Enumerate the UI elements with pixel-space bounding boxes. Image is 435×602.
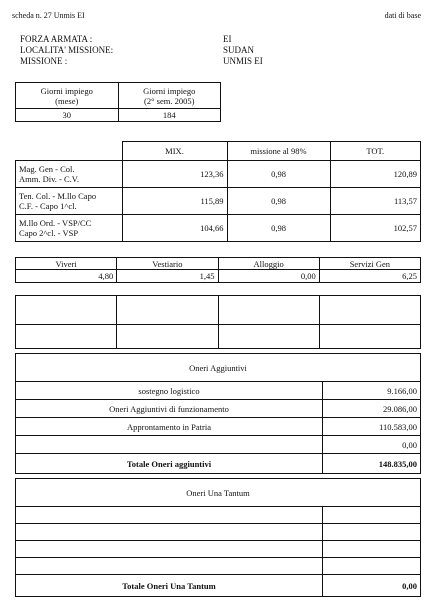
costs-value-vestiario: 1,45 [117,270,218,283]
oneri-row-value: 110.583,00 [323,418,421,436]
costs-value-viveri: 4,80 [16,270,117,283]
tantum-empty-cell [323,507,421,524]
rates-header-tot: TOT. [330,142,421,161]
oneri-total-value: 148.835,00 [323,454,421,474]
giorni-value-semestre: 184 [118,109,221,122]
rates-header-pct: missione al 98% [227,142,330,161]
info-label-forza: FORZA ARMATA : [20,34,93,44]
rates-row-label: Mag. Gen - Col. Amm. Div. - C.V. [16,161,123,188]
sheet-number: scheda n. 27 Unmis EI [12,11,85,20]
empty-cell [319,325,420,349]
oneri-row-value: 0,00 [323,436,421,454]
oneri-row-label [16,436,323,454]
rates-row-mix: 123,36 [122,161,227,188]
costs-value-alloggio: 0,00 [218,270,319,283]
empty-cell [117,325,218,349]
rates-row-pct: 0,98 [227,215,330,242]
costs-header-vestiario: Vestiario [117,258,218,270]
giorni-value-mese: 30 [16,109,119,122]
costs-value-servizi: 6,25 [319,270,420,283]
empty-cell [218,296,319,325]
info-value-localita: SUDAN [223,45,255,55]
rates-row-mix: 115,89 [122,188,227,215]
costs-header-viveri: Viveri [16,258,117,270]
rates-row-mix: 104,66 [122,215,227,242]
tantum-empty-cell [323,541,421,558]
empty-cell [16,296,117,325]
tantum-empty-cell [16,507,323,524]
rates-row-label: Ten. Col. - M.llo Capo C.F. - Capo 1^cl. [16,188,123,215]
tantum-title: Oneri Una Tantum [16,479,421,507]
tantum-total-label: Totale Oneri Una Tantum [16,575,323,597]
tantum-empty-cell [16,541,323,558]
info-label-missione: MISSIONE : [20,56,68,66]
oneri-row-label: sostegno logistico [16,382,323,400]
oneri-aggiuntivi-table [15,353,421,474]
oneri-title: Oneri Aggiuntivi [16,354,421,382]
tantum-empty-cell [323,524,421,541]
sheet-type: dati di base [384,11,421,20]
tantum-empty-cell [16,558,323,575]
empty-cell [16,325,117,349]
tantum-empty-cell [323,558,421,575]
rates-row-label: M.llo Ord. - VSP/CC Capo 2^cl. - VSP [16,215,123,242]
rates-row-pct: 0,98 [227,188,330,215]
empty-grid-table [15,295,421,349]
costs-header-alloggio: Alloggio [218,258,319,270]
rates-header-mix: MIX. [122,142,227,161]
oneri-row-value: 9.166,00 [323,382,421,400]
giorni-header-mese: Giorni impiego (mese) [16,83,119,109]
rates-corner [16,142,123,161]
rates-row-tot: 102,57 [330,215,421,242]
oneri-tantum-table [15,478,421,597]
rates-row-tot: 120,89 [330,161,421,188]
tantum-empty-cell [16,524,323,541]
oneri-row-value: 29.086,00 [323,400,421,418]
rates-row-tot: 113,57 [330,188,421,215]
tantum-total-value: 0,00 [323,575,421,597]
costs-header-servizi: Servizi Gen [319,258,420,270]
giorni-header-semestre: Giorni impiego (2° sem. 2005) [118,83,221,109]
rates-row-pct: 0,98 [227,161,330,188]
rates-table [15,141,421,242]
giorni-table [15,82,221,122]
info-value-forza: EI [223,34,232,44]
oneri-row-label: Approntamento in Patria [16,418,323,436]
costs-table [15,257,421,283]
info-label-localita: LOCALITA' MISSIONE: [20,45,114,55]
empty-cell [319,296,420,325]
empty-cell [218,325,319,349]
empty-cell [117,296,218,325]
info-value-missione: UNMIS EI [223,56,263,66]
oneri-total-label: Totale Oneri aggiuntivi [16,454,323,474]
oneri-row-label: Oneri Aggiuntivi di funzionamento [16,400,323,418]
